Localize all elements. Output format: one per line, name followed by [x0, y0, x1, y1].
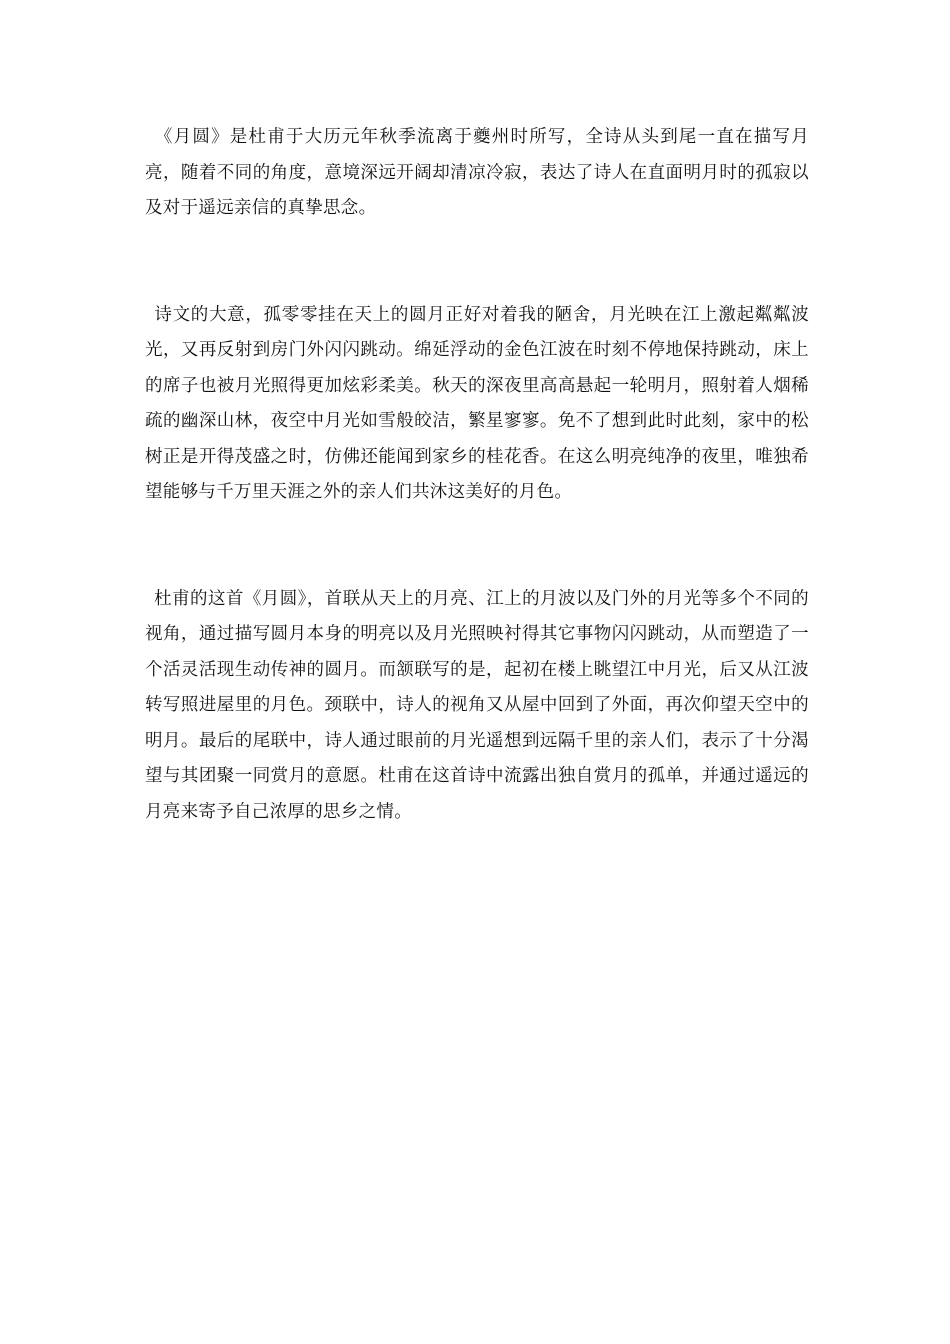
document-body — [145, 120, 809, 830]
paragraph-intro — [145, 120, 809, 227]
paragraph-meaning-text: 诗文的大意，孤零零挂在天上的圆月正好对着我的陋舍，月光映在江上激起粼粼波光，又再反射到房门外闪闪跳动。绵延浮动的金色江波在时刻不停地保持跳动，床上的席子也被月光照得更加炫彩柔美。秋天的深夜里高高悬起一轮明月，照射着人烟稀疏的幽深山林，夜空中月光如雪般皎洁，繁星寥寥。免不了想到此时此刻，家中的松树正是开得茂盛之时，仿佛还能闻到家乡的桂花香。在这么明亮纯净的夜里，唯独希望能够与千万里天涯之外的亲人们共沐这美好的月色。 — [145, 304, 809, 502]
paragraph-analysis-text: 杜甫的这首《月圆》，首联从天上的月亮、江上的月波以及门外的月光等多个不同的视角，通过描写圆月本身的明亮以及月光照映衬得其它事物闪闪跳动，从而塑造了一个活灵活现生动传神的圆月。而颔联写的是，起初在楼上眺望江中月光，后又从江波转写照进屋里的月色。颈联中，诗人的视角又从屋中回到了外面，再次仰望天空中的明月。最后的尾联中，诗人通过眼前的月光遥想到远隔千里的亲人们，表示了十分渴望与其团聚一同赏月的意愿。杜甫在这首诗中流露出独自赏月的孤单，并通过遥远的月亮来寄予自己浓厚的思乡之情。 — [145, 588, 809, 822]
paragraph-analysis — [145, 582, 809, 831]
paragraph-intro-text: 《月圆》是杜甫于大历元年秋季流离于夔州时所写，全诗从头到尾一直在描写月亮，随着不同的角度，意境深远开阔却清凉冷寂，表达了诗人在直面明月时的孤寂以及对于遥远亲信的真挚思念。 — [145, 127, 809, 218]
paragraph-meaning — [145, 298, 809, 511]
